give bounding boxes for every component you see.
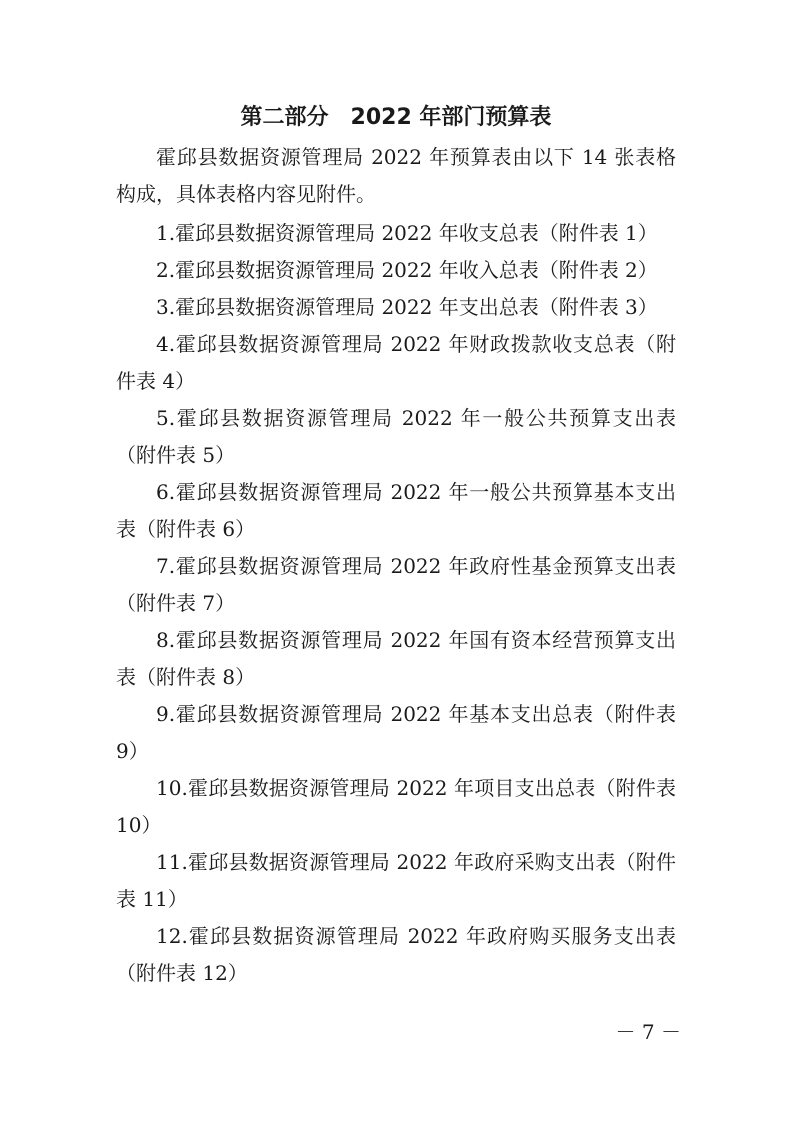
list-item: 4.霍邱县数据资源管理局 2022 年财政拨款收支总表（附件表 4） (116, 332, 676, 393)
intro-paragraph: 霍邱县数据资源管理局 2022 年预算表由以下 14 张表格构成，具体表格内容见附件。 (116, 145, 676, 206)
list-item: 8.霍邱县数据资源管理局 2022 年国有资本经营预算支出表（附件表 8） (116, 628, 676, 689)
list-item: 1.霍邱县数据资源管理局 2022 年收支总表（附件表 1） (156, 221, 658, 245)
list-item: 5.霍邱县数据资源管理局 2022 年一般公共预算支出表（附件表 5） (116, 406, 676, 467)
list-item: 12.霍邱县数据资源管理局 2022 年政府购买服务支出表（附件表 12） (116, 924, 676, 985)
list-item: 6.霍邱县数据资源管理局 2022 年一般公共预算基本支出表（附件表 6） (116, 480, 676, 541)
list-item: 9.霍邱县数据资源管理局 2022 年基本支出总表（附件表 9） (116, 702, 676, 763)
list-item: 11.霍邱县数据资源管理局 2022 年政府采购支出表（附件表 11） (116, 850, 676, 911)
list-item: 2.霍邱县数据资源管理局 2022 年收入总表（附件表 2） (156, 258, 658, 282)
document-page (116, 98, 676, 992)
section-title: 第二部分 2022 年部门预算表 (240, 105, 552, 130)
page-number: － 7 － (615, 1020, 681, 1044)
list-item: 10.霍邱县数据资源管理局 2022 年项目支出总表（附件表 10） (116, 776, 676, 837)
list-item: 3.霍邱县数据资源管理局 2022 年支出总表（附件表 3） (156, 295, 658, 319)
table-list (116, 215, 676, 992)
list-item: 7.霍邱县数据资源管理局 2022 年政府性基金预算支出表（附件表 7） (116, 554, 676, 615)
